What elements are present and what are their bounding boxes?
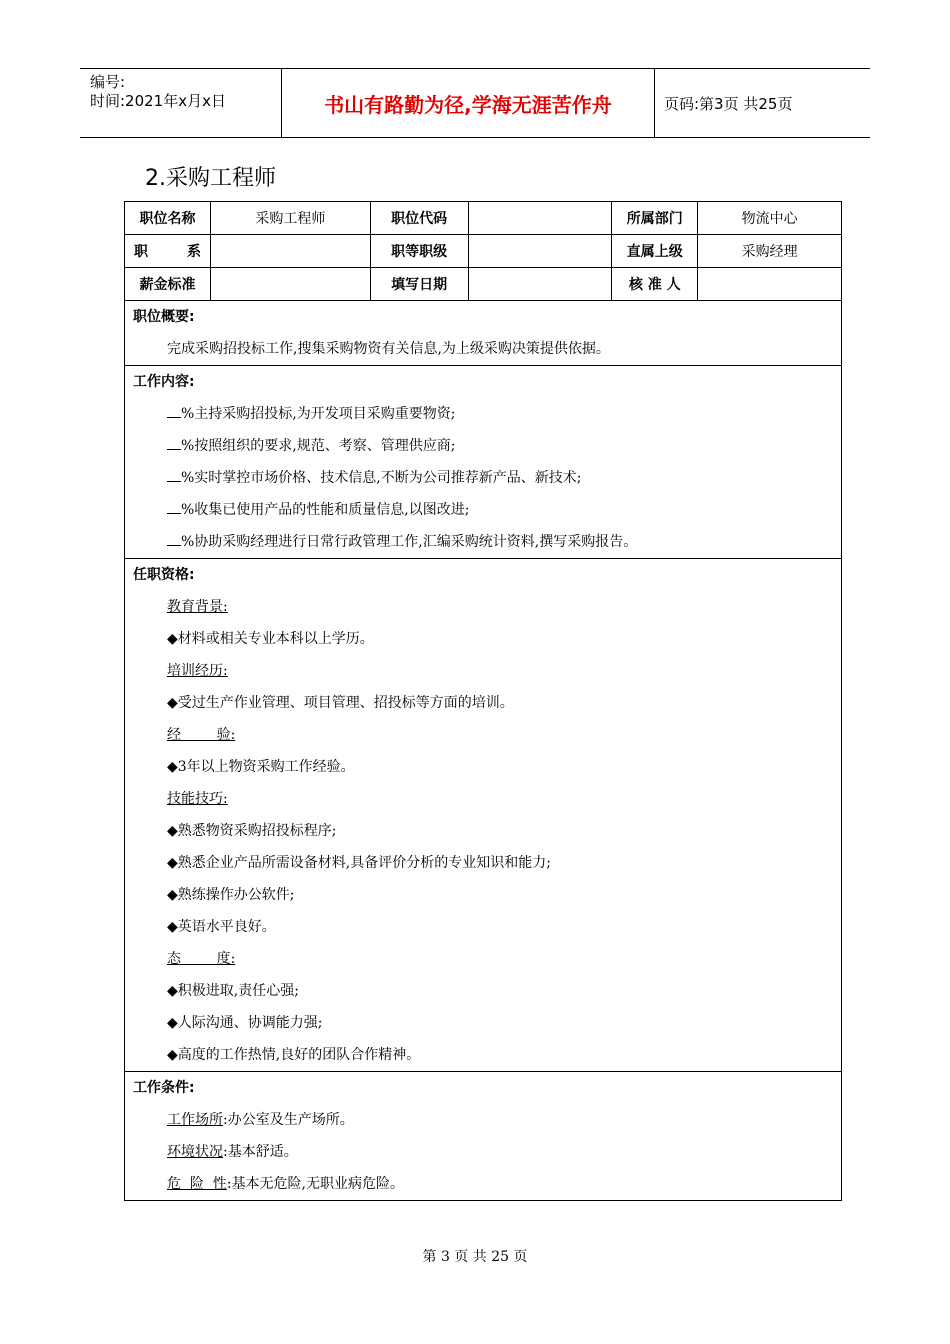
overview-title: 职位概要: [133, 309, 195, 325]
condition-key: 危 险 性 [167, 1176, 227, 1192]
work-content-list [125, 398, 841, 558]
field-value [468, 202, 612, 235]
document-time-label: 时间:2021年x月x日 [90, 92, 226, 110]
conditions-list [125, 1104, 841, 1200]
qualification-item: ◆3年以上物资采购工作经验。 [167, 759, 355, 775]
condition-value: :基本无危险,无职业病危险。 [226, 1176, 404, 1192]
header-page-info: 页码:第3页 共25页 [664, 94, 793, 113]
qualification-heading: 教育背景: [167, 599, 228, 615]
qualification-heading: 培训经历: [167, 663, 228, 679]
conditions-title: 工作条件: [133, 1080, 195, 1096]
grid-row [125, 268, 842, 301]
field-label: 填写日期 [370, 268, 468, 301]
qualification-heading-row [125, 655, 841, 687]
work-item [125, 462, 841, 494]
condition-value: :基本舒适。 [223, 1144, 298, 1160]
condition-item [125, 1136, 841, 1168]
qualifications-list [125, 591, 841, 1071]
work-item [125, 526, 841, 558]
work-content-title: 工作内容: [133, 374, 195, 390]
field-label: 职 系 [125, 235, 211, 268]
work-item-text: %收集已使用产品的性能和质量信息,以图改进; [181, 502, 470, 518]
work-item-text: %协助采购经理进行日常行政管理工作,汇编采购统计资料,撰写采购报告。 [181, 534, 638, 550]
qualification-item: ◆人际沟通、协调能力强; [167, 1015, 323, 1031]
overview-section [125, 301, 842, 366]
qualification-heading: 态 度: [167, 951, 236, 967]
blank-line-mark [167, 499, 181, 514]
work-item-text: %实时掌控市场价格、技术信息,不断为公司推荐新产品、新技术; [181, 470, 582, 486]
grid-row [125, 202, 842, 235]
blank-line-mark [167, 403, 181, 418]
field-label: 直属上级 [612, 235, 698, 268]
blank-line-mark [167, 435, 181, 450]
condition-key: 环境状况 [167, 1144, 223, 1160]
qualification-heading-row [125, 943, 841, 975]
field-value: 采购工程师 [210, 202, 370, 235]
field-label: 职等职级 [370, 235, 468, 268]
qualification-item: ◆英语水平良好。 [167, 919, 276, 935]
overview-text: 完成采购招投标工作,搜集采购物资有关信息,为上级采购决策提供依据。 [167, 341, 610, 357]
grid-row [125, 235, 842, 268]
document-header [80, 68, 870, 138]
header-motto: 书山有路勤为径,学海无涯苦作舟 [281, 69, 655, 137]
blank-line-mark [167, 531, 181, 546]
qualification-item: ◆高度的工作热情,良好的团队合作精神。 [167, 1047, 421, 1063]
qualification-heading-row [125, 719, 841, 751]
field-value [210, 268, 370, 301]
header-meta [80, 69, 280, 137]
work-item [125, 398, 841, 430]
field-label: 所属部门 [612, 202, 698, 235]
page-footer: 第 3 页 共 25 页 [422, 1249, 528, 1265]
section-title: 2.采购工程师 [145, 166, 276, 191]
work-item [125, 494, 841, 526]
qualification-item: ◆熟悉物资采购招投标程序; [167, 823, 337, 839]
condition-item [125, 1104, 841, 1136]
field-value [468, 268, 612, 301]
job-description-table [124, 201, 842, 1201]
field-label: 核 准 人 [612, 268, 698, 301]
condition-key: 工作场所 [167, 1112, 223, 1128]
work-item [125, 430, 841, 462]
condition-value: :办公室及生产场所。 [223, 1112, 354, 1128]
conditions-section [125, 1072, 842, 1201]
field-value [698, 268, 842, 301]
qualification-heading: 经 验: [167, 727, 236, 743]
field-label: 职位代码 [370, 202, 468, 235]
field-label: 薪金标准 [125, 268, 211, 301]
job-info-grid [125, 202, 842, 301]
qualification-heading-row [125, 591, 841, 623]
document-number-label: 编号: [90, 73, 126, 91]
condition-item [125, 1168, 841, 1200]
qualifications-title: 任职资格: [133, 567, 195, 583]
work-item-text: %主持采购招投标,为开发项目采购重要物资; [181, 406, 456, 422]
qualification-item: ◆受过生产作业管理、项目管理、招投标等方面的培训。 [167, 695, 514, 711]
qualification-heading-row [125, 783, 841, 815]
work-item-text: %按照组织的要求,规范、考察、管理供应商; [181, 438, 456, 454]
blank-line-mark [167, 467, 181, 482]
qualification-item: ◆积极进取,责任心强; [167, 983, 299, 999]
field-value: 物流中心 [698, 202, 842, 235]
field-value [210, 235, 370, 268]
qualification-heading: 技能技巧: [167, 791, 228, 807]
work-content-section [125, 366, 842, 559]
qualification-item: ◆熟悉企业产品所需设备材料,具备评价分析的专业知识和能力; [167, 855, 551, 871]
field-label: 职位名称 [125, 202, 211, 235]
field-value [468, 235, 612, 268]
field-value: 采购经理 [698, 235, 842, 268]
qualification-item: ◆材料或相关专业本科以上学历。 [167, 631, 374, 647]
qualifications-section [125, 559, 842, 1072]
qualification-item: ◆熟练操作办公软件; [167, 887, 295, 903]
